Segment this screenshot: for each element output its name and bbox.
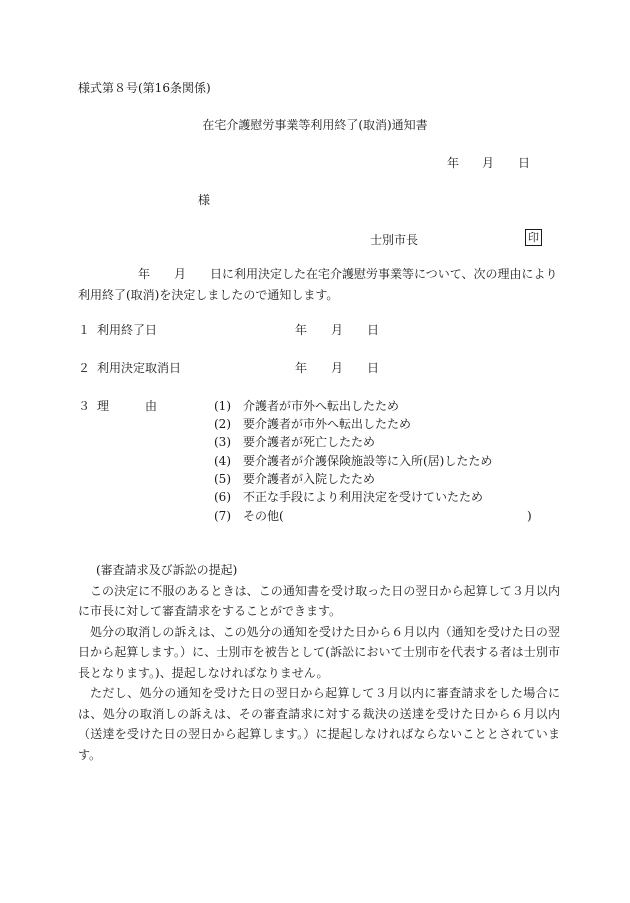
date-month: 月 [482,156,495,170]
reason-option [0,455,630,469]
item-label: 利用決定取消日 [97,361,182,375]
reason-option-other [0,510,630,524]
document-title: 在宅介護慰労事業等利用終了(取消)通知書 [202,118,428,132]
reason-option-text: 要介護者が入院したため [243,472,376,486]
reason-option [0,491,630,505]
item-day: 日 [367,323,380,337]
intro-month: 月 [174,267,187,281]
reason-option-num: (5) [214,472,231,486]
reason-option-text: 要介護者が死亡したため [243,435,376,449]
form-number: 様式第８号(第16条関係) [78,81,211,95]
addressee-suffix: 様 [198,193,211,207]
item-month: 月 [331,361,344,375]
item-month: 月 [331,323,344,337]
intro-year: 年 [138,267,151,281]
intro-text: 日に利用決定した在宅介護慰労事業等について、次の理由により [210,267,558,281]
item-number: ２ [78,361,91,375]
reason-option-num: (7) [214,509,231,523]
notice-paragraph: ただし、処分の通知を受けた日の翌日から起算して３月以内に審査請求をした場合には、処分の取消しの訴えは、その審査請求に対する裁決の送達を受けた日から６月以内（送達を受けた日の翌日から起算します。）に提起しなければならないこととされています。 [78,686,560,762]
reason-option [0,436,630,450]
notice-paragraph: この決定に不服のあるときは、この通知書を受け取った日の翌日から起算して３月以内に市長に対して審査請求をすることができます。 [78,583,560,618]
reason-option [0,473,630,487]
item-year: 年 [295,323,308,337]
issuer-name: 士別市長 [370,233,419,247]
reason-option-num: (2) [214,417,231,431]
notice-heading: (審査請求及び訴訟の提起) [96,563,238,577]
issue-date [0,157,630,171]
reason-option-text: その他( [243,509,284,523]
item-end-date [0,324,630,338]
reason-option [0,418,630,432]
reason-option-num: (1) [214,399,231,413]
reason-option-num: (3) [214,435,231,449]
item-number: １ [78,323,91,337]
reason-option-num: (4) [214,454,231,468]
reason-label-a: 理 [97,399,110,413]
seal-mark: 印 [525,229,542,246]
reason-option-num: (6) [214,490,231,504]
reason-other-close: ) [527,509,532,523]
intro-line-2: 利用終了(取消)を決定しましたので通知します。 [78,288,339,302]
reason-label-b: 由 [145,399,158,413]
date-day: 日 [518,156,531,170]
reason-option-text: 要介護者が市外へ転出したため [243,417,412,431]
notice-section [78,560,560,765]
reason-number: ３ [78,399,91,413]
reason-option-text: 不正な手段により利用決定を受けていたため [243,490,484,504]
reason-option-text: 要介護者が介護保険施設等に入所(居)したため [243,454,493,468]
reason-header [0,400,630,414]
date-year: 年 [447,156,460,170]
item-cancel-date [0,362,630,376]
reason-option-text: 介護者が市外へ転出したため [243,399,400,413]
notice-paragraph: 処分の取消しの訴えは、この処分の通知を受けた日から６月以内（通知を受けた日の翌日から起算します。）に、士別市を被告として(訴訟において士別市を代表する者は士別市長となります。)、提起しなければなりません。 [78,624,560,680]
item-label: 利用終了日 [97,323,158,337]
item-year: 年 [295,361,308,375]
item-day: 日 [367,361,380,375]
